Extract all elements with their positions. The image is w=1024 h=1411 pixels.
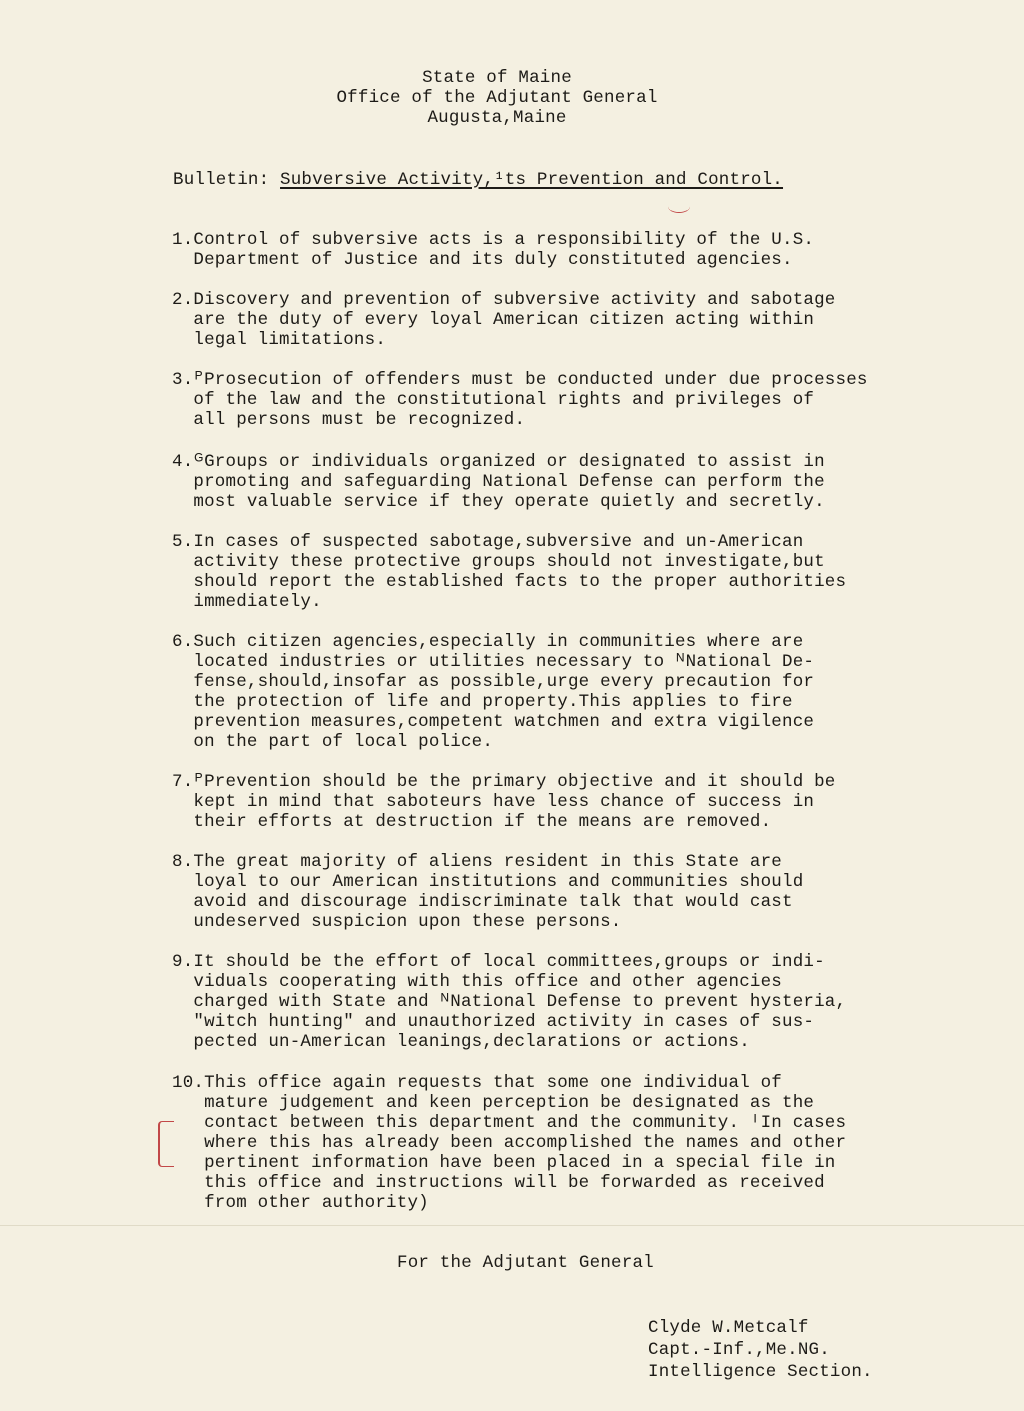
- letterhead: [0, 68, 1024, 128]
- item-number: 8.: [172, 852, 194, 872]
- closing-line: For the Adjutant General: [397, 1253, 654, 1273]
- item-text: ᴾPrevention should be the primary objective and it should be kept in mind that saboteurs have less chance of success in their efforts at destruction if the means are removed.: [193, 772, 836, 832]
- signature-block: [648, 1318, 873, 1384]
- bulletin-item: [172, 772, 962, 832]
- red-pencil-mark: [668, 200, 690, 213]
- bulletin-item: [172, 290, 962, 350]
- item-number: 7.: [172, 772, 194, 792]
- item-text: It should be the effort of local committees,groups or indi- viduals cooperating with this office and other agencies charged with State and ᴺNational Defense to prevent hysteria, "witch hunting" and unauthorized activity in cases of sus- pected un-American leanings,declarations or actions.: [193, 952, 847, 1052]
- item-number: 9.: [172, 952, 194, 972]
- item-number: 2.: [172, 290, 194, 310]
- item-number: 1.: [172, 230, 194, 250]
- bulletin-item: [172, 1073, 962, 1213]
- letterhead-city: Augusta,Maine: [427, 108, 567, 128]
- bulletin-item: [172, 632, 962, 752]
- item-text: This office again requests that some one individual of mature judgement and keen perception be designated as the contact between this department and the community. ᴵIn cases where this has already been accomplished the names and other pertinent information have been placed in a special file in this office and instructions will be forwarded as received from other authority): [204, 1073, 847, 1213]
- item-text: Such citizen agencies,especially in communities where are located industries or utilities necessary to ᴺNational De- fense,should,insofar as possible,urge every precaution for the protection of life and property.This applies to fire prevention measures,competent watchmen and extra vigilence on the part of local police.: [193, 632, 815, 752]
- item-number: 10.: [172, 1073, 205, 1093]
- red-margin-bracket: [158, 1121, 174, 1167]
- item-text: The great majority of aliens resident in this State are loyal to our American institutions and communities should avoid and discourage indiscriminate talk that would cast undeserved suspicion upon these persons.: [193, 852, 804, 932]
- item-text: Control of subversive acts is a responsibility of the U.S. Department of Justice and its duly constituted agencies.: [193, 230, 815, 270]
- letterhead-office: Office of the Adjutant General: [336, 88, 658, 108]
- bulletin-item: [172, 370, 962, 430]
- item-text: ᴾProsecution of offenders must be conducted under due processes of the law and the constitutional rights and privileges of all persons must be recognized.: [193, 370, 868, 430]
- bulletin-item: [172, 532, 962, 612]
- item-number: 4.: [172, 452, 194, 472]
- item-text: In cases of suspected sabotage,subversive and un-American activity these protective groups should not investigate,but should report the established facts to the proper authorities immediately.: [193, 532, 847, 612]
- item-text: ᴳGroups or individuals organized or designated to assist in promoting and safeguarding National Defense can perform the most valuable service if they operate quietly and secretly.: [193, 452, 825, 512]
- bulletin-title: Subversive Activity,¹ts Prevention and Control.: [280, 170, 784, 190]
- bulletin-item: [172, 952, 962, 1052]
- signer-rank: Capt.-Inf.,Me.NG.: [648, 1340, 830, 1360]
- letterhead-state: State of Maine: [422, 68, 572, 88]
- item-number: 3.: [172, 370, 194, 390]
- item-number: 5.: [172, 532, 194, 552]
- bulletin-item: [172, 230, 962, 270]
- signer-name: Clyde W.Metcalf: [648, 1318, 809, 1338]
- paper-fold-line: [0, 1225, 1024, 1226]
- bulletin-label: Bulletin:: [173, 170, 270, 190]
- bulletin-heading: [173, 170, 783, 190]
- bulletin-item: [172, 452, 962, 512]
- item-text: Discovery and prevention of subversive activity and sabotage are the duty of every loyal American citizen acting within legal limitations.: [193, 290, 836, 350]
- signer-section: Intelligence Section.: [648, 1362, 873, 1382]
- bulletin-item: [172, 852, 962, 932]
- item-number: 6.: [172, 632, 194, 652]
